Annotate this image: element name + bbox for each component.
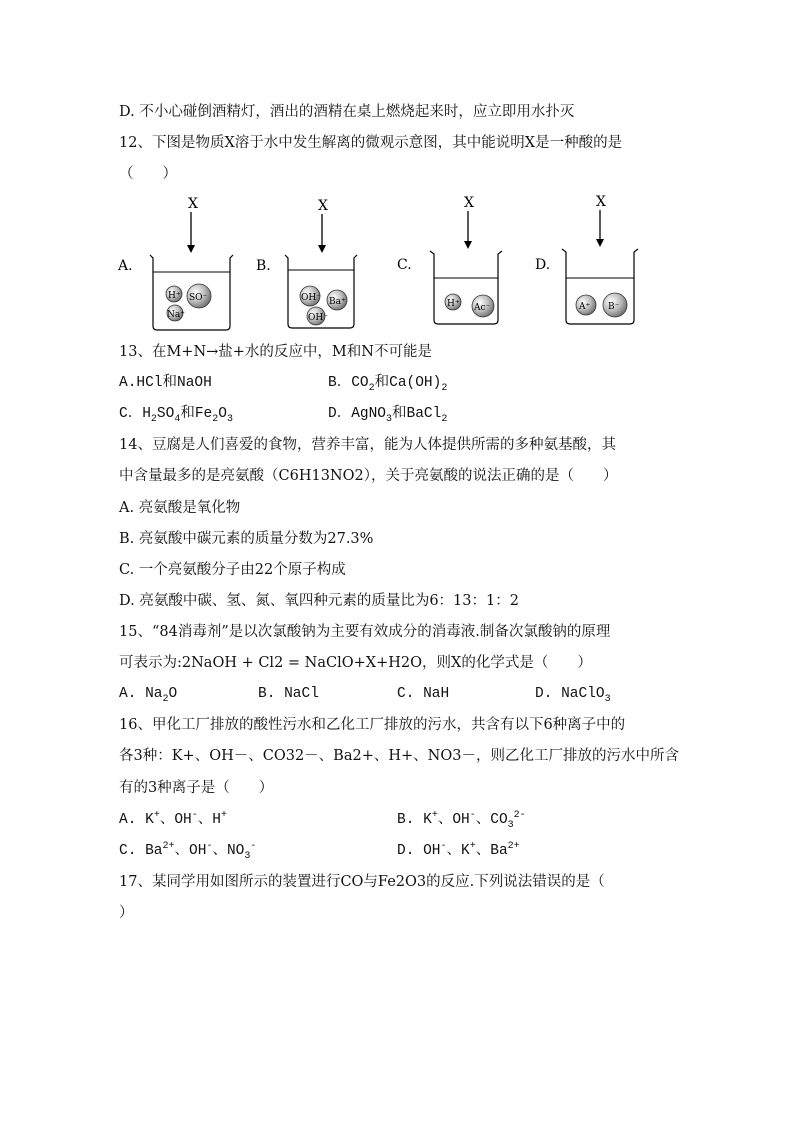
q14-option-c: C. 一个亮氨酸分子由22个原子构成 <box>119 562 346 578</box>
option-d-q11: D. 不小心碰倒酒精灯，酒出的酒精在桌上燃烧起来时，应立即用水扑灭 <box>119 104 575 120</box>
question-16-stem-1: 16、甲化工厂排放的酸性污水和乙化工厂排放的污水，共含有以下6种离子中的 <box>119 717 626 733</box>
q16-option-c: C. $Ba^{2+}$、OH-、$NO_3^-$ <box>119 841 257 862</box>
question-16-stem-3: 有的3种离子是（ ） <box>119 780 274 796</box>
q14-option-d: D. 亮氨酸中碳、氢、氮、氧四种元素的质量比为6：13：1：2 <box>119 593 519 609</box>
question-15-stem-2: 可表示为:2NaOH + Cl2 = NaClO+X+H2O，则X的化学式是（ ） <box>119 655 592 671</box>
q15-option-d: D. NaClO$_3$ <box>535 686 611 705</box>
ion-c2: Ac⁻ <box>474 303 491 313</box>
question-17-stem: 17、某同学用如图所示的装置进行CO与Fe2O3的反应.下列说法错误的是（ <box>119 874 605 890</box>
ion-b1: OH⁻ <box>301 293 321 303</box>
question-13-stem: 13、在M+N→盐+水的反应中，M和N不可能是 <box>119 344 432 360</box>
question-12-stem: 12、下图是物质X溶于水中发生解离的微观示意图，其中能说明X是一种酸的是 <box>119 135 623 151</box>
beaker-c-letter: C. <box>397 257 412 273</box>
question-15-stem-1: 15、“84消毒剂”是以次氯酸钠为主要有效成分的消毒液.制备次氯酸钠的原理 <box>119 624 611 640</box>
question-12-paren: （ ） <box>119 166 177 182</box>
q15-option-b: B. NaCl <box>258 686 319 702</box>
q13-option-b: B．$CO_2$和$Ca(OH)_2$ <box>328 375 448 394</box>
q15-option-a: A. $Na_2O$ <box>119 686 178 705</box>
arrow-label-d: X <box>596 194 606 210</box>
beaker-d-letter: D. <box>535 257 551 273</box>
question-14-stem-1: 14、豆腐是人们喜爱的食物，营养丰富，能为人体提供所需的多种氨基酸，其 <box>119 437 616 453</box>
beaker-a <box>117 196 233 330</box>
ion-a1: H⁺ <box>168 291 181 301</box>
ion-a2: SO⁻ <box>189 293 208 303</box>
beaker-diagram <box>110 190 670 335</box>
beaker-b <box>256 198 357 328</box>
q14-option-a: A. 亮氨酸是氧化物 <box>119 500 241 516</box>
ion-b2: Ba⁺ <box>329 297 346 307</box>
arrow-label-c: X <box>464 195 474 211</box>
beaker-b-letter: B. <box>256 258 271 274</box>
ion-c1: H⁺ <box>447 299 460 309</box>
question-17-paren: ） <box>119 905 134 921</box>
ion-b3: OH⁻ <box>308 313 328 323</box>
q14-option-b: B. 亮氨酸中碳元素的质量分数为27.3% <box>119 531 374 547</box>
q16-option-a: A. K+、OH-、H+ <box>119 810 227 828</box>
q13-option-d: D．AgNO$_3$和BaCl$_2$ <box>328 406 448 425</box>
beaker-a-letter: A. <box>118 258 133 274</box>
ion-d1: A⁺ <box>579 302 591 312</box>
question-14-stem-2: 中含量最多的是亮氨酸（C6H13NO2），关于亮氨酸的说法正确的是（ ） <box>119 468 618 484</box>
q15-option-c: C. NaH <box>397 686 450 702</box>
q16-option-b: B. K+、OH-、$CO_3^{2-}$ <box>397 810 526 831</box>
q13-option-a: A.HCl和NaOH <box>119 375 212 391</box>
ion-a3: Na⁺ <box>167 310 185 320</box>
q13-option-c: C．$H_2SO_4$和$Fe_2O_3$ <box>119 406 233 425</box>
question-16-stem-2: 各3种：K+、OH－、CO32－、Ba2+、H+、NO3－，则乙化工厂排放的污水中所含 <box>119 748 679 764</box>
beaker-d <box>535 194 638 324</box>
q16-option-d: D. OH-、K+、$Ba^{2+}$ <box>397 841 520 859</box>
ion-d2: B⁻ <box>608 302 620 312</box>
arrow-label-b: X <box>318 198 328 214</box>
arrow-label-a: X <box>188 196 198 212</box>
beaker-c <box>397 195 502 324</box>
